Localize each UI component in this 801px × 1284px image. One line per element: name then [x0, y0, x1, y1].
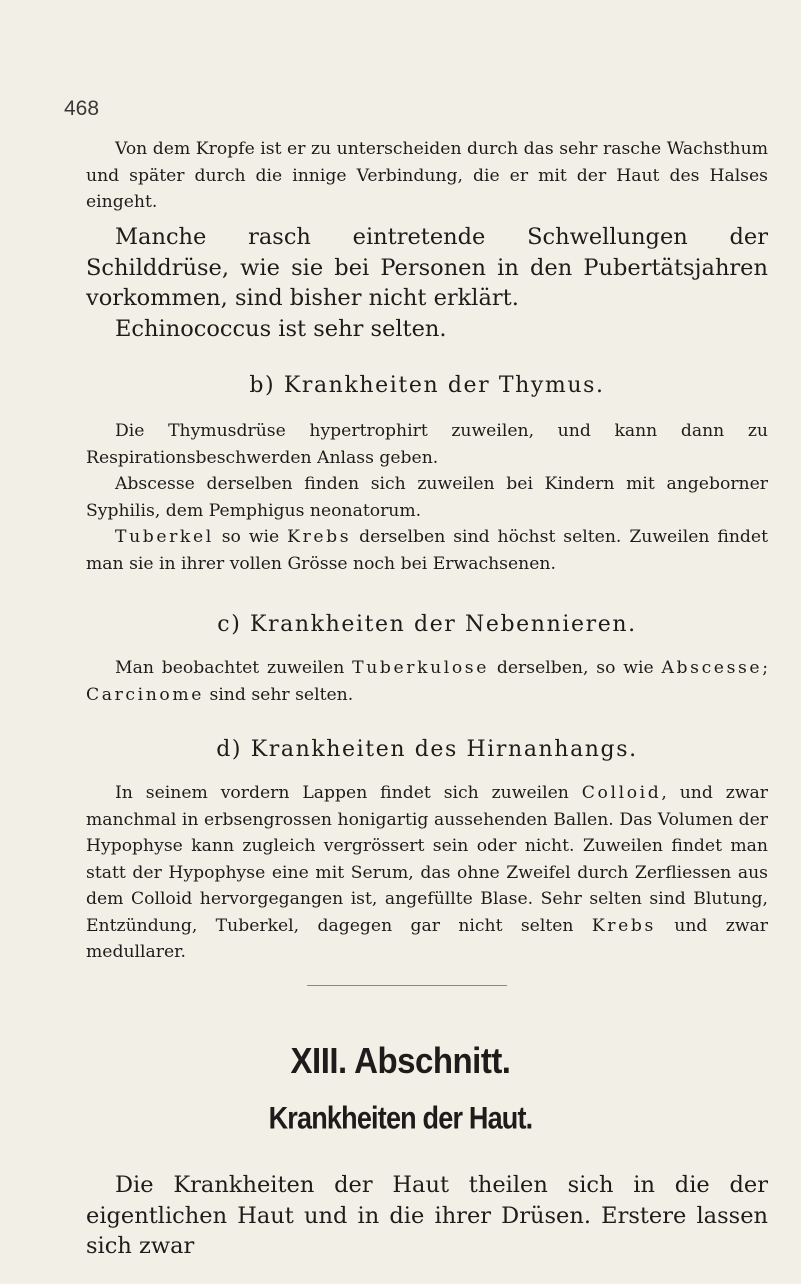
section-subtitle: Krankheiten der Haut. — [268, 1100, 533, 1136]
text-run: so wie — [213, 527, 288, 547]
text-run: sind sehr selten. — [204, 684, 354, 705]
text-run: In seinem vordern Lappen findet sich zuweilen — [115, 783, 582, 803]
section-hirnanhang — [86, 737, 768, 762]
text-run: und zwar medullarer. — [86, 915, 768, 962]
text-run: derselben sind höchst selten. Zuweilen findet man sie in ihrer vollen Grösse noch bei Erwachsenen. — [86, 527, 768, 574]
paragraph-kropf — [86, 136, 768, 216]
paragraph-schilddruese — [86, 222, 768, 314]
paragraph-text: Abscesse derselben finden sich zuweilen bei Kindern mit angeborner Syphilis, dem Pemphigus neonatorum. — [86, 474, 768, 521]
text-run: Man beobachtet zuweilen — [115, 658, 353, 678]
paragraph-text: Von dem Kropfe ist er zu unterscheiden durch das sehr rasche Wachsthum und später durch die innige Verbindung, die er mit der Haut des Halses eingeht. — [86, 139, 768, 212]
page-number: 468 — [64, 97, 100, 120]
heading-hirnanhang: d) Krankheiten des Hirnanhangs. — [216, 737, 638, 762]
paragraph-text — [86, 780, 768, 966]
paragraph-haut — [86, 1170, 768, 1262]
section-title: XIII. Abschnitt. — [290, 1040, 511, 1081]
section-divider — [307, 985, 507, 986]
paragraph-tuberkel — [86, 524, 768, 577]
emphasis-word: Abscesse — [661, 658, 763, 678]
paragraph-text: Manche rasch eintretende Schwellungen der Schilddrüse, wie sie bei Personen in den Pubertätsjahren vorkommen, sind bisher nicht erklärt. — [86, 224, 768, 311]
heading-nebennieren: c) Krankheiten der Nebennieren. — [217, 612, 637, 637]
emphasis-word: Carcinome — [86, 684, 205, 705]
paragraph-text: Die Krankheiten der Haut theilen sich in die der eigentlichen Haut und in die ihrer Drüsen. Erstere lassen sich zwar — [86, 1172, 768, 1259]
nebennieren-body — [86, 655, 768, 708]
paragraph-text — [86, 655, 768, 708]
thymus-body — [86, 418, 768, 577]
emphasis-word: Krebs — [591, 915, 656, 936]
section-nebennieren — [86, 612, 768, 637]
heading-thymus: b) Krankheiten der Thymus. — [249, 373, 605, 398]
emphasis-word: Krebs — [287, 527, 352, 547]
hirnanhang-body — [86, 780, 768, 966]
emphasis-word: Colloid — [581, 783, 662, 803]
text-run: ; — [762, 658, 768, 678]
paragraph-echinococcus — [86, 314, 768, 345]
text-run: derselben, so wie — [489, 658, 662, 678]
section-thymus — [86, 373, 768, 398]
emphasis-word: Tuberkel — [115, 527, 214, 547]
paragraph-text: Die Thymusdrüse hypertrophirt zuweilen, und kann dann zu Respirationsbeschwerden Anlass geben. — [86, 421, 768, 468]
paragraph-text: Echinococcus ist sehr selten. — [115, 316, 447, 342]
emphasis-word: Tuberkulose — [352, 658, 490, 678]
text-run: , und zwar manchmal in erbsengrossen honigartig aussehenden Ballen. Das Volumen der Hypophyse kann zugleich vergrössert sein oder nicht. Zuweilen findet man statt der Hypophyse eine mit Serum, das ohne Zweifel durch Zerfliessen aus dem Colloid hervorgegangen ist, angefüllte Blase. Sehr selten sind Blutung, Entzündung, Tuberkel, dagegen gar nicht selten — [86, 783, 769, 936]
